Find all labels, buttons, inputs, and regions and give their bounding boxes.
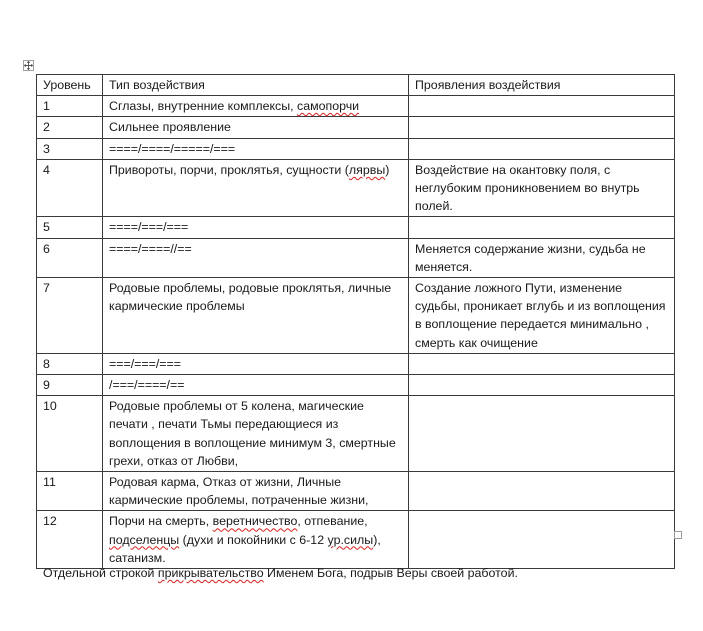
level-cell: 4: [37, 159, 103, 217]
table-header-row: [37, 75, 675, 96]
effect-cell: [409, 138, 675, 159]
table-row: [37, 353, 675, 374]
move-arrows-icon: [24, 61, 33, 70]
level-cell: 6: [37, 238, 103, 277]
table-row: [37, 278, 675, 354]
type-cell: ====/====/=====/===: [103, 138, 409, 159]
level-cell: 10: [37, 396, 103, 472]
misspelled-word[interactable]: подселенцы: [109, 532, 180, 547]
level-cell: 8: [37, 353, 103, 374]
misspelled-word[interactable]: самопорчи: [297, 99, 360, 114]
misspelled-word[interactable]: лярвы: [348, 162, 386, 177]
footer-note: Отдельной строкой прикрывательство Именем Бога, подрыв Веры своей работой.: [43, 566, 518, 580]
type-cell: Родовые проблемы от 5 колена, магические печати , печати Тьмы передающиеся из воплощения в воплощение минимум 3, смертные грехи, отказ от Любви,: [103, 396, 409, 472]
level-cell: 3: [37, 138, 103, 159]
effect-cell: [409, 375, 675, 396]
effect-cell: [409, 117, 675, 138]
effect-cell: [409, 396, 675, 472]
table-resize-handle[interactable]: [674, 531, 682, 539]
effect-cell: [409, 217, 675, 238]
level-cell: 12: [37, 511, 103, 569]
level-cell: 2: [37, 117, 103, 138]
table-row: [37, 375, 675, 396]
type-cell: Порчи на смерть, веретничество, отпевание, подселенцы (духи и покойники с 6-12 ур.силы), сатанизм.: [103, 511, 409, 569]
effect-cell: Создание ложного Пути, изменение судьбы, проникает вглубь и из воплощения в воплощение передается минимально , смерть как очищение: [409, 278, 675, 354]
effect-cell: [409, 472, 675, 511]
effect-cell: Воздействие на окантовку поля, с неглубоким проникновением во внутрь полей.: [409, 159, 675, 217]
influence-levels-table: [36, 74, 675, 569]
table-row: [37, 472, 675, 511]
header-effect: Проявления воздействия: [409, 75, 675, 96]
table-row: [37, 511, 675, 569]
type-cell: Родовые проблемы, родовые проклятья, личные кармические проблемы: [103, 278, 409, 354]
table-row: [37, 96, 675, 117]
effect-cell: [409, 511, 675, 569]
level-cell: 11: [37, 472, 103, 511]
table-row: [37, 238, 675, 277]
header-type: Тип воздействия: [103, 75, 409, 96]
misspelled-word[interactable]: веретничество: [212, 514, 298, 529]
table-row: [37, 217, 675, 238]
table-move-handle[interactable]: [23, 60, 34, 71]
header-level: Уровень: [37, 75, 103, 96]
misspelled-word[interactable]: ур.силы: [327, 532, 374, 547]
type-cell: /===/====/==: [103, 375, 409, 396]
type-cell: Сглазы, внутренние комплексы, самопорчи: [103, 96, 409, 117]
type-cell: Привороты, порчи, проклятья, сущности (лярвы): [103, 159, 409, 217]
level-cell: 1: [37, 96, 103, 117]
table-row: [37, 138, 675, 159]
effect-cell: Меняется содержание жизни, судьба не меняется.: [409, 238, 675, 277]
effect-cell: [409, 353, 675, 374]
type-cell: Родовая карма, Отказ от жизни, Личные кармические проблемы, потраченные жизни,: [103, 472, 409, 511]
type-cell: Сильнее проявление: [103, 117, 409, 138]
table-row: [37, 396, 675, 472]
level-cell: 9: [37, 375, 103, 396]
type-cell: ===/===/===: [103, 353, 409, 374]
table-row: [37, 117, 675, 138]
level-cell: 7: [37, 278, 103, 354]
misspelled-word[interactable]: прикрывательство: [157, 566, 264, 580]
table-row: [37, 159, 675, 217]
type-cell: ====/====//==: [103, 238, 409, 277]
level-cell: 5: [37, 217, 103, 238]
effect-cell: [409, 96, 675, 117]
type-cell: ====/===/===: [103, 217, 409, 238]
